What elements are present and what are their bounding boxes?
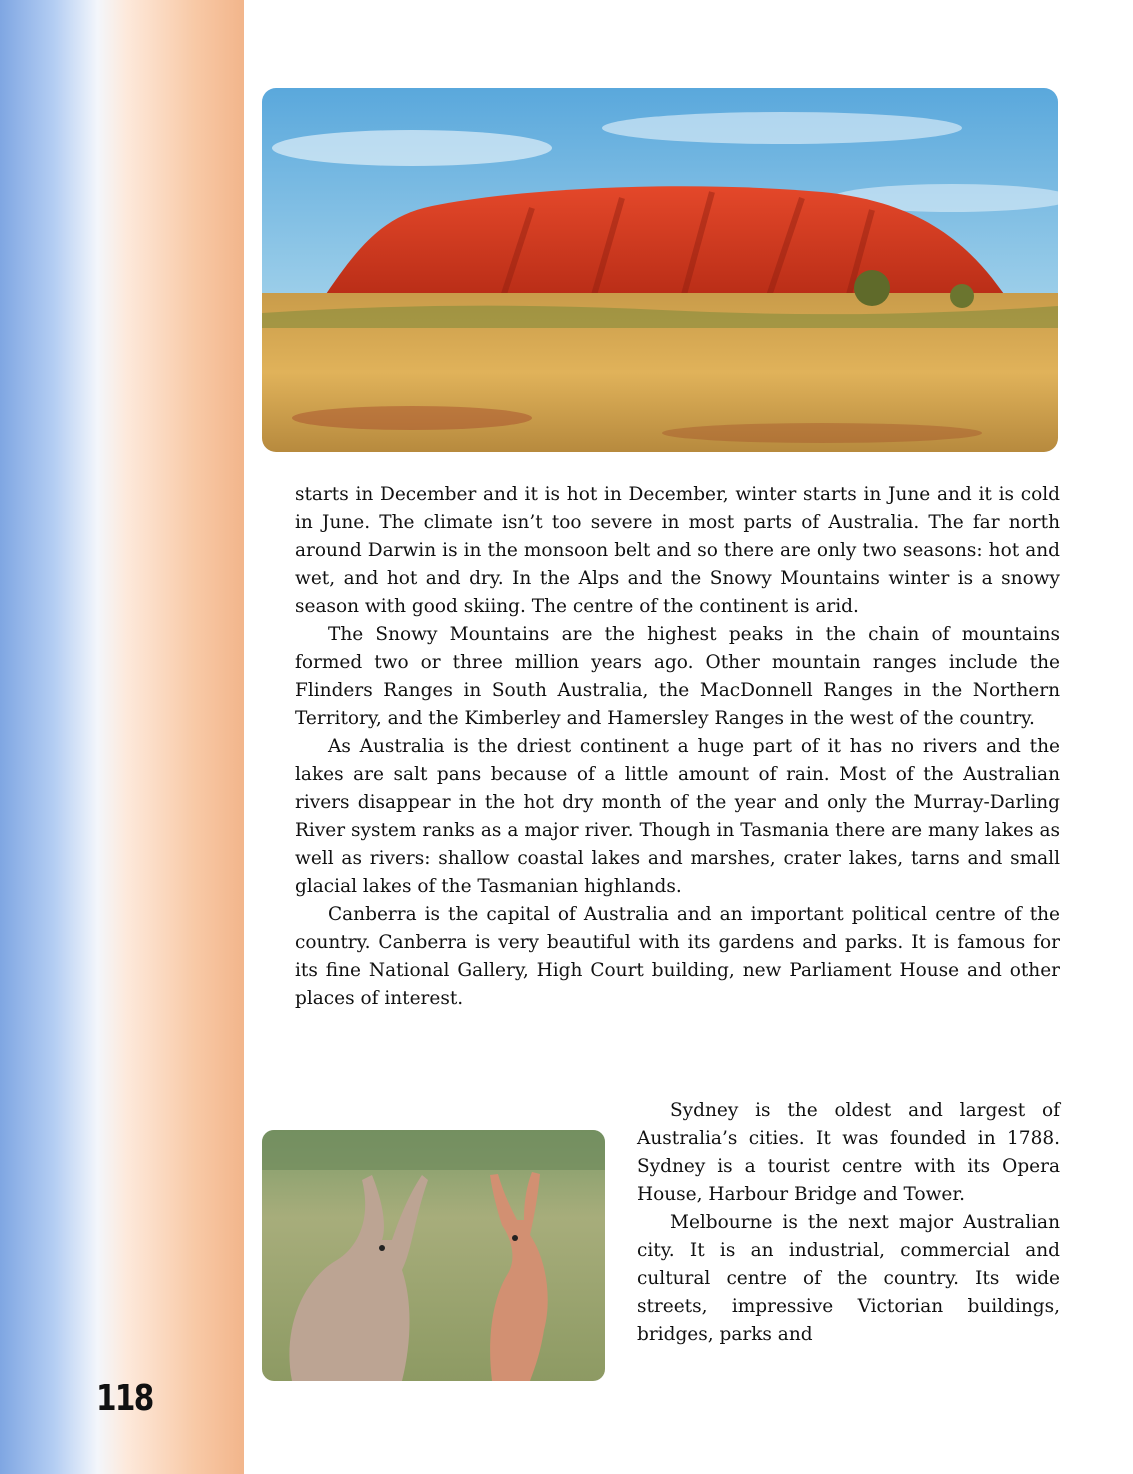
uluru-photo-icon: [262, 88, 1058, 452]
paragraph: The Snowy Mountains are the highest peaks in the chain of mountains formed two or three million years ago. Other mountain ranges include the Flinders Ranges in South Australia, the MacDonnell Ranges in the Northern Territory, and the Kimberley and Hamersley Ranges in the west of the country.: [295, 624, 1060, 729]
side-text-column: [637, 1097, 1060, 1349]
page-number: 118: [96, 1378, 153, 1419]
paragraph: Melbourne is the next major Australian city. It is an industrial, commercial and cultural centre of the country. Its wide streets, impressive Victorian buildings, bridges, parks and: [637, 1212, 1060, 1345]
main-text-column: [295, 481, 1060, 1013]
paragraph: starts in December and it is hot in December, winter starts in June and it is cold in June. The climate isn’t too severe in most parts of Australia. The far north around Darwin is in the monsoon belt and so there are only two seasons: hot and wet, and hot and dry. In the Alps and the Snowy Mountains winter is a snowy season with good skiing. The centre of the continent is arid.: [295, 484, 1060, 617]
page-side-band: [0, 0, 244, 1474]
kangaroo-photo-icon: [262, 1130, 605, 1381]
paragraph: Canberra is the capital of Australia and an important political centre of the country. Canberra is very beautiful with its gardens and parks. It is famous for its fine National Gallery, High Court building, new Parliament House and other places of interest.: [295, 904, 1060, 1009]
paragraph: As Australia is the driest continent a huge part of it has no rivers and the lakes are salt pans because of a little amount of rain. Most of the Australian rivers disappear in the hot dry month of the year and only the Murray-Darling River system ranks as a major river. Though in Tasmania there are many lakes as well as rivers: shallow coastal lakes and marshes, crater lakes, tarns and small glacial lakes of the Tasmanian highlands.: [295, 736, 1060, 897]
paragraph: Sydney is the oldest and largest of Australia’s cities. It was founded in 1788. Sydney is a tourist centre with its Opera House, Harbour Bridge and Tower.: [637, 1100, 1060, 1205]
